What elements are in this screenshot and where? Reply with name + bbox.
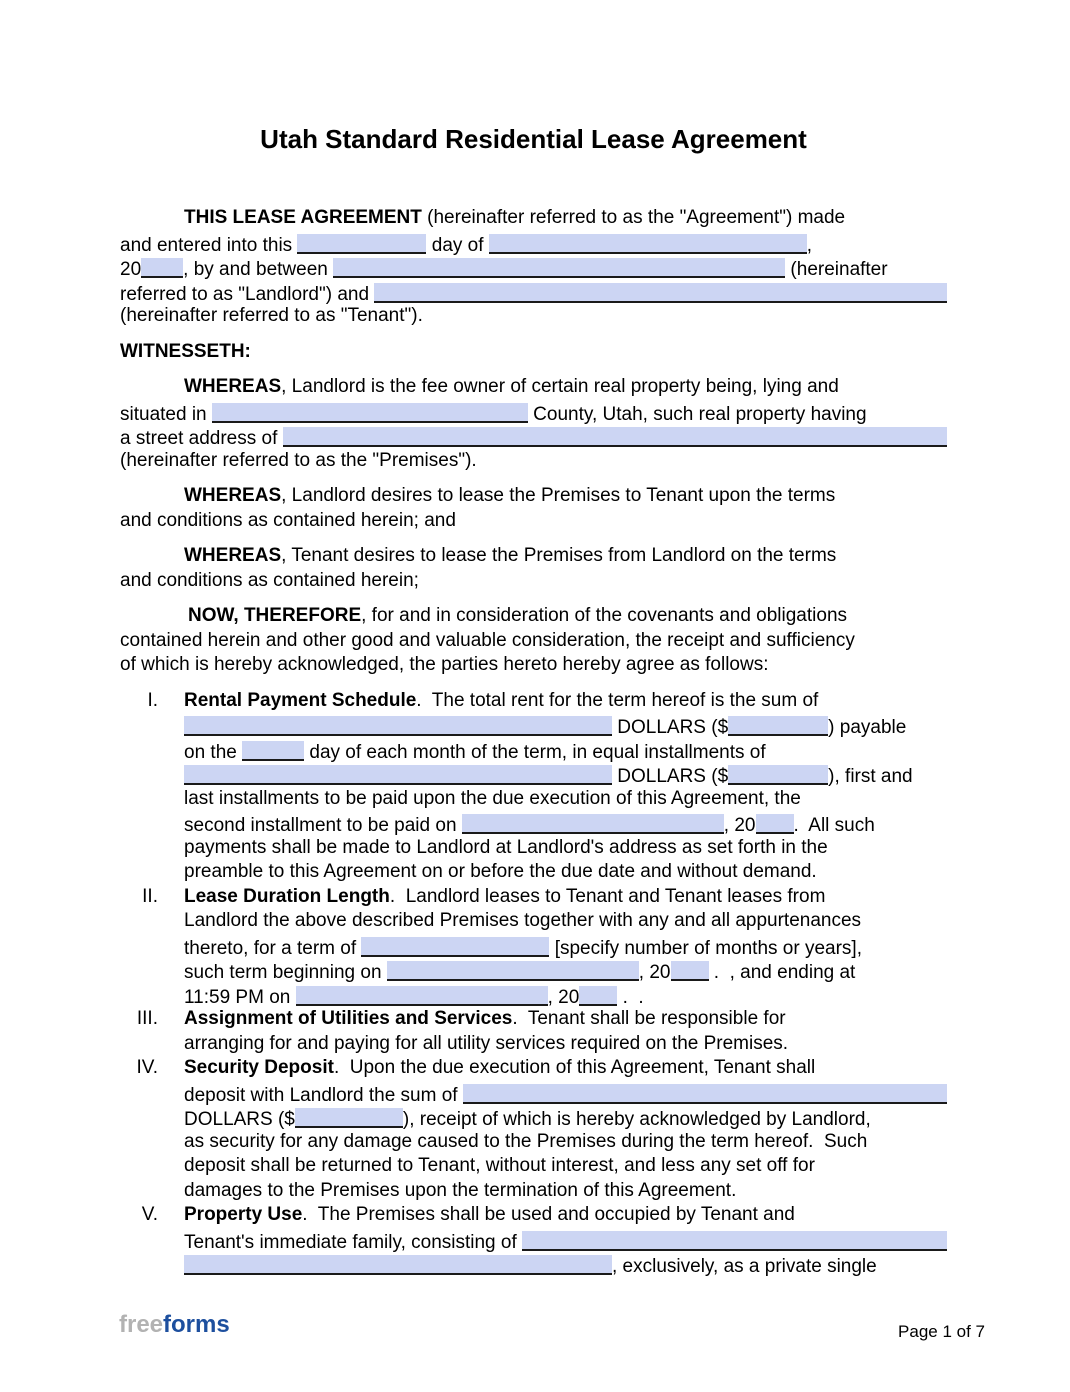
text-run: County, Utah, such real property having: [527, 403, 867, 425]
text-run: , by and between: [183, 259, 334, 280]
bold-text-run: WITNESSETH:: [120, 340, 251, 362]
text-line: [120, 738, 947, 763]
bold-text-run: WHEREAS: [184, 485, 282, 506]
text-line: [120, 569, 947, 594]
text-line: [120, 811, 947, 836]
text-run: 20: [120, 259, 142, 280]
text-line: [120, 1252, 947, 1277]
text-line: [120, 1179, 947, 1204]
document-body: [120, 206, 947, 1277]
whereas-landlord-desires-paragraph: [120, 484, 947, 533]
text-run: damages to the Premises upon the termination of this Agreement.: [184, 1179, 737, 1201]
text-run: on the: [184, 741, 243, 763]
clause-lease-duration-length: [120, 885, 947, 1008]
blank-installment-words[interactable]: [184, 765, 612, 785]
text-line: [120, 509, 947, 534]
text-run: second installment to be paid on: [184, 815, 462, 836]
text-line: [120, 885, 947, 910]
blank-term-end-year[interactable]: [579, 986, 617, 1006]
clause-utilities-and-services: [120, 1007, 947, 1056]
list-item-marker: III.: [136, 1008, 158, 1029]
text-run: Landlord the above described Premises together with any and all appurtenances: [184, 910, 862, 931]
list-item-marker: I.: [147, 689, 158, 711]
logo-free-text: free: [119, 1311, 164, 1338]
text-run: 11:59 PM on: [184, 986, 296, 1008]
clause-rental-payment-schedule: [120, 689, 947, 885]
text-line: [120, 1203, 947, 1228]
text-run: and conditions as contained herein; and: [120, 509, 456, 531]
text-line: [120, 484, 947, 509]
text-line: [120, 934, 947, 959]
blank-rent-due-day[interactable]: [242, 741, 304, 761]
text-run: referred to as "Landlord") and: [120, 283, 375, 305]
text-line: [120, 304, 947, 329]
text-line: [120, 787, 947, 812]
document-title: Utah Standard Residential Lease Agreement: [260, 124, 807, 154]
text-run: contained herein and other good and valuable consideration, the receipt and sufficiency: [120, 629, 855, 651]
text-run: of which is hereby acknowledged, the parties hereto hereby agree as follows:: [120, 654, 769, 675]
blank-second-installment-date[interactable]: [462, 814, 724, 834]
text-line: [120, 375, 947, 400]
text-run: a street address of: [120, 428, 283, 449]
text-run: such term beginning on: [184, 962, 387, 983]
text-run: as security for any damage caused to the Premises during the term hereof. Such: [184, 1130, 868, 1152]
text-run: . All such: [793, 815, 875, 836]
text-run: (hereinafter referred to as the "Premises").: [120, 449, 477, 471]
text-run: ) payable: [828, 717, 907, 738]
text-line: [120, 255, 947, 280]
blank-term-start-date[interactable]: [387, 961, 639, 981]
list-item-marker: IV.: [136, 1057, 158, 1078]
text-run: , Landlord is the fee owner of certain real property being, lying and: [281, 376, 839, 397]
text-line: [120, 544, 947, 569]
text-run: preamble to this Agreement on or before the due date and without demand.: [184, 861, 817, 882]
text-run: , for and in consideration of the covenants and obligations: [361, 605, 848, 626]
text-run: (hereinafter referred to as the "Agreement") made: [421, 207, 846, 228]
text-run: and entered into this: [120, 234, 298, 256]
text-run: , 20: [723, 815, 756, 836]
blank-tenant-name[interactable]: [374, 283, 947, 303]
blank-county[interactable]: [212, 403, 528, 423]
text-run: . , and ending at: [708, 962, 856, 983]
text-run: (hereinafter: [785, 259, 888, 280]
text-line: [120, 206, 947, 231]
now-therefore-paragraph: [120, 604, 947, 678]
blank-family-members-continued[interactable]: [184, 1255, 612, 1275]
bold-text-run: WHEREAS: [184, 545, 282, 566]
text-run: , 20: [547, 986, 580, 1008]
clause-security-deposit: [120, 1056, 947, 1203]
text-line: [120, 958, 947, 983]
list-item-marker: V.: [141, 1204, 158, 1225]
text-run: . Tenant shall be responsible for: [512, 1008, 786, 1029]
text-run: . .: [617, 986, 644, 1008]
blank-second-installment-year[interactable]: [756, 814, 794, 834]
text-run: , Tenant desires to lease the Premises from Landlord on the terms: [281, 545, 837, 566]
text-line: [120, 1056, 947, 1081]
whereas-tenant-desires-paragraph: [120, 544, 947, 593]
text-line: [120, 1032, 947, 1057]
text-run: . Upon the due execution of this Agreement, Tenant shall: [333, 1057, 816, 1078]
bold-text-run: Security Deposit: [184, 1057, 334, 1078]
text-line: [120, 762, 947, 787]
text-run: ), first and: [828, 766, 913, 787]
witnesseth-heading: [120, 340, 947, 365]
text-line: [120, 280, 947, 305]
text-line: [120, 604, 947, 629]
opening-paragraph: [120, 206, 947, 329]
text-run: (hereinafter referred to as "Tenant").: [120, 305, 423, 326]
text-line: [120, 1130, 947, 1155]
blank-lease-term[interactable]: [361, 937, 549, 957]
text-line: [120, 1228, 947, 1253]
text-run: day of each month of the term, in equal installments of: [304, 741, 766, 763]
text-run: [specify number of months or years],: [549, 937, 862, 959]
blank-landlord-name[interactable]: [333, 258, 785, 278]
text-run: arranging for and paying for all utility services required on the Premises.: [184, 1032, 789, 1054]
blank-family-members[interactable]: [522, 1231, 947, 1251]
blank-total-rent-amount[interactable]: [728, 716, 828, 736]
list-item-marker: II.: [142, 885, 158, 907]
text-line: [120, 1105, 947, 1130]
blank-deposit-amount[interactable]: [295, 1108, 403, 1128]
text-line: [120, 689, 947, 714]
page-number-label: Page 1 of 7: [898, 1322, 985, 1341]
text-run: deposit shall be returned to Tenant, without interest, and less any set off for: [184, 1155, 815, 1176]
blank-term-end-date[interactable]: [296, 986, 548, 1006]
text-run: . Landlord leases to Tenant and Tenant leases from: [389, 885, 826, 907]
text-run: DOLLARS ($: [612, 766, 729, 787]
text-line: [120, 424, 947, 449]
blank-day-of-month[interactable]: [297, 234, 426, 254]
whereas-property-paragraph: [120, 375, 947, 473]
text-run: , Landlord desires to lease the Premises to Tenant upon the terms: [281, 485, 836, 506]
blank-year[interactable]: [141, 258, 183, 278]
text-run: . The total rent for the term hereof is the sum of: [416, 689, 819, 711]
text-line: [120, 340, 947, 365]
text-run: payments shall be made to Landlord at Landlord's address as set forth in the: [184, 836, 828, 858]
blank-installment-amount[interactable]: [728, 765, 828, 785]
text-line: [120, 836, 947, 861]
clause-property-use: [120, 1203, 947, 1277]
blank-total-rent-words[interactable]: [184, 716, 612, 736]
blank-deposit-words[interactable]: [463, 1084, 947, 1104]
text-line: [120, 449, 947, 474]
text-line: [120, 629, 947, 654]
blank-month[interactable]: [489, 234, 807, 254]
text-run: , exclusively, as a private single: [612, 1256, 877, 1277]
text-run: ,: [806, 234, 813, 256]
text-run: DOLLARS ($: [184, 1109, 295, 1130]
bold-text-run: Property Use: [184, 1204, 303, 1225]
text-run: . The Premises shall be used and occupied by Tenant and: [302, 1204, 795, 1225]
text-run: last installments to be paid upon the due execution of this Agreement, the: [184, 787, 801, 809]
bold-text-run: THIS LEASE AGREEMENT: [184, 207, 422, 228]
text-run: Tenant's immediate family, consisting of: [184, 1231, 523, 1253]
text-line: [120, 909, 947, 934]
bold-text-run: Rental Payment Schedule: [184, 689, 417, 711]
text-run: situated in: [120, 403, 212, 425]
text-run: deposit with Landlord the sum of: [184, 1084, 463, 1106]
text-run: ), receipt of which is hereby acknowledged by Landlord,: [402, 1109, 871, 1130]
blank-street-address[interactable]: [283, 427, 947, 447]
bold-text-run: Lease Duration Length: [184, 885, 390, 907]
text-line: [120, 1154, 947, 1179]
bold-text-run: NOW, THEREFORE: [188, 605, 362, 626]
text-line: [120, 400, 947, 425]
text-line: [120, 983, 947, 1008]
bold-text-run: Assignment of Utilities and Services: [184, 1008, 513, 1029]
text-line: [120, 1007, 947, 1032]
text-run: DOLLARS ($: [612, 717, 729, 738]
bold-text-run: WHEREAS: [184, 376, 282, 397]
text-line: [120, 1081, 947, 1106]
text-run: day of: [426, 234, 489, 256]
text-run: thereto, for a term of: [184, 937, 362, 959]
freeforms-logo: [119, 1311, 230, 1339]
text-run: and conditions as contained herein;: [120, 569, 419, 591]
text-line: [120, 713, 947, 738]
text-line: [120, 860, 947, 885]
text-line: [120, 653, 947, 678]
logo-forms-text: forms: [163, 1311, 230, 1338]
text-line: [120, 231, 947, 256]
blank-term-start-year[interactable]: [671, 961, 709, 981]
text-run: , 20: [638, 962, 671, 983]
